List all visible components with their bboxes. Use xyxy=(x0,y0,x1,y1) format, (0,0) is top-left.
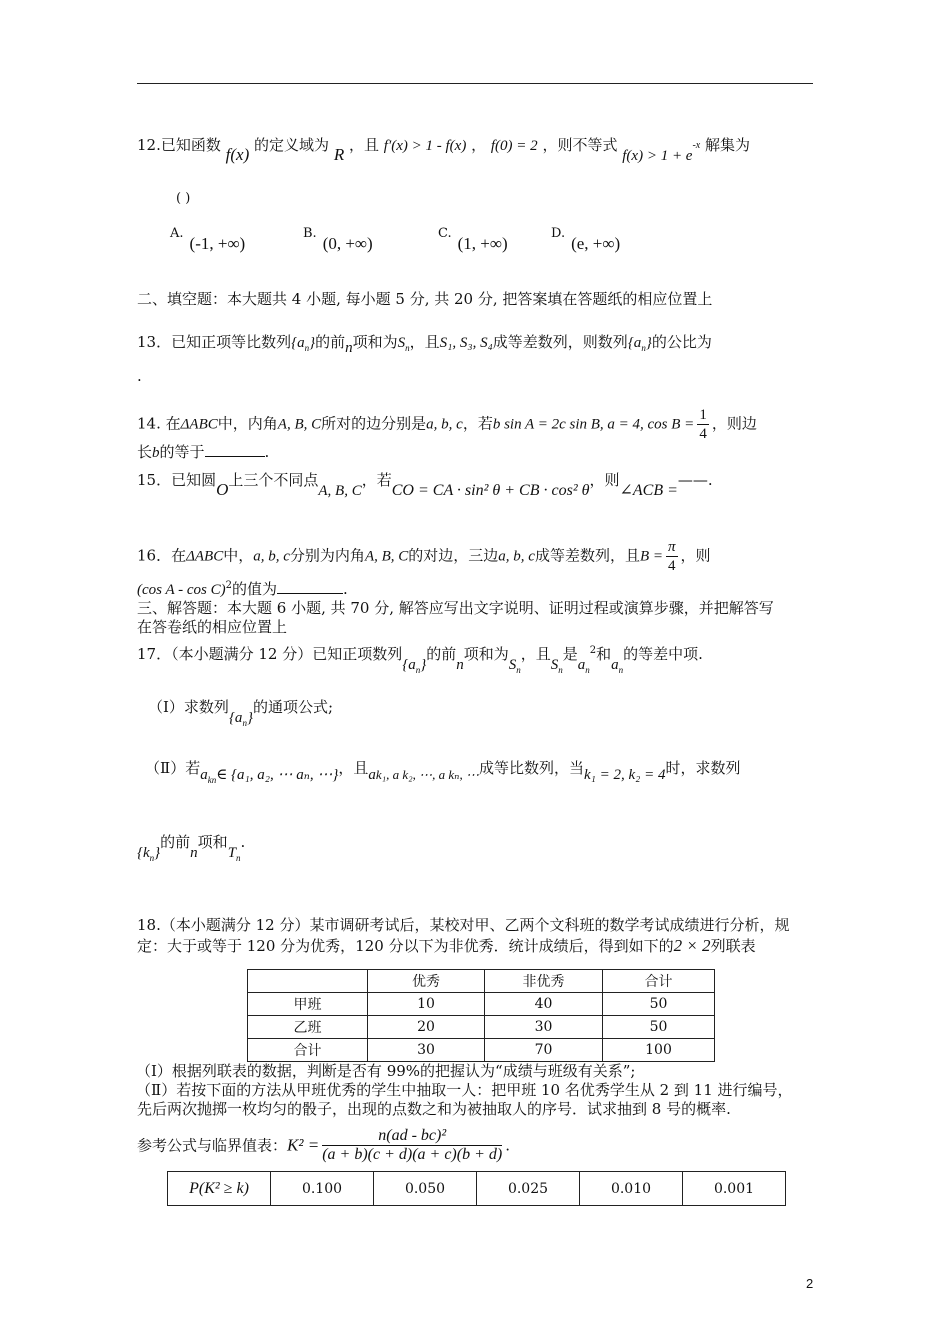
q13-terms: S₁, S₃, S₄ xyxy=(439,335,493,351)
formula-line xyxy=(137,1127,510,1164)
denominator: (a + b)(c + d)(a + c)(b + d) xyxy=(322,1146,503,1163)
superscript: 2 xyxy=(589,645,597,656)
q17-text: ，且 xyxy=(520,645,551,663)
subscript: n xyxy=(641,343,646,353)
option-value: (e, +∞) xyxy=(571,234,621,253)
answer-blank xyxy=(277,579,343,594)
var-a: a xyxy=(577,657,586,673)
table-cell: 50 xyxy=(603,993,715,1016)
q14-text: 的等于 xyxy=(159,443,205,461)
question-13 xyxy=(137,332,712,358)
table-header-cell: P(K² ≥ k) xyxy=(168,1172,271,1206)
q18-text: 列联表 xyxy=(710,937,756,955)
fraction xyxy=(697,406,709,443)
q14-text: 14. 在 xyxy=(137,414,181,433)
brace: } xyxy=(645,335,652,351)
q13-text: 项和为 xyxy=(352,333,398,351)
question-14-line-2 xyxy=(137,442,269,463)
numerator: π xyxy=(668,539,676,555)
table-cell: 0.010 xyxy=(580,1172,683,1206)
table-cell: 合计 xyxy=(248,1039,368,1062)
q12-condition-1: f′(x) > 1 - f(x) xyxy=(383,138,467,154)
option-label: C. xyxy=(438,226,452,241)
var-s: S xyxy=(550,657,559,673)
set-membership: ∈ {a₁, a₂, ⋯ aₙ, ⋯} xyxy=(216,767,339,783)
section-2-heading: 二、填空题：本大题共 4 小题, 每小题 5 分, 共 20 分, 把答案填在答题纸的相应位置上 xyxy=(137,290,713,308)
header-cell xyxy=(248,970,368,993)
q13-text: ，且 xyxy=(409,333,440,351)
option-value: (1, +∞) xyxy=(457,234,508,253)
circle-o: O xyxy=(216,480,229,499)
angle-b: B = xyxy=(639,548,664,565)
sequence-k: {k xyxy=(137,845,150,861)
q13-text: 13．已知正项等比数列 xyxy=(137,333,292,351)
table-cell: 甲班 xyxy=(248,993,368,1016)
q12-text: ，则不等式 xyxy=(542,136,618,154)
superscript: 2 xyxy=(225,580,232,591)
formula-dot: . xyxy=(505,1136,510,1155)
table-header-row xyxy=(248,970,715,993)
q17-text: 的前 xyxy=(426,645,457,663)
k-values: k₁ = 2, k₂ = 4 xyxy=(583,767,666,783)
table-row xyxy=(248,1016,715,1039)
q17-text: 17．（本小题满分 12 分）已知正项数列 xyxy=(137,645,403,663)
table-cell: 30 xyxy=(368,1039,485,1062)
q17-text: 项和为 xyxy=(463,645,509,663)
q15-text: ，若 xyxy=(361,471,392,489)
option-label: B. xyxy=(303,226,317,241)
question-17-part-2 xyxy=(145,758,740,784)
geometric-subsequence: k₁, a k₂, ⋯, a kₙ, ⋯ xyxy=(375,767,479,782)
q17-text: 和 xyxy=(596,645,612,663)
denominator: 4 xyxy=(668,558,676,574)
sides: a, b, c xyxy=(253,548,290,565)
q12-domain: R xyxy=(333,145,345,164)
q17-text: 项和 xyxy=(197,833,228,851)
question-15 xyxy=(137,470,713,499)
subscript: n xyxy=(558,665,563,675)
header-rule xyxy=(137,83,813,84)
subscript: n xyxy=(149,853,155,863)
q16-text: 的对边，三边 xyxy=(408,546,499,565)
table-cell: 70 xyxy=(485,1039,603,1062)
q17-text: （Ⅱ）若 xyxy=(145,759,201,777)
question-18-part-2-line-2: 先后两次抛掷一枚均匀的骰子，出现的点数之和为被抽取人的序号．试求抽到 8 号的概率. xyxy=(137,1100,731,1118)
q17-text: 是 xyxy=(562,645,578,663)
var-s: S xyxy=(397,335,406,351)
q17-text: 成等比数列，当 xyxy=(478,759,584,777)
question-18-part-1: （Ⅰ）根据列联表的数据，判断是否有 99%的把握认为“成绩与班级有关系”; xyxy=(136,1062,636,1080)
brace: } xyxy=(246,710,253,726)
option-label: A. xyxy=(170,226,184,241)
var-b: b xyxy=(152,445,160,461)
table-cell: 30 xyxy=(485,1016,603,1039)
subscript: n xyxy=(236,853,241,863)
table-row xyxy=(248,1039,715,1062)
triangle: ΔABC xyxy=(186,548,224,565)
q16-text: 中， xyxy=(223,546,254,565)
q16-text: 16．在 xyxy=(137,546,187,565)
q13-text: 的前 xyxy=(315,333,346,351)
answer-blank: —— xyxy=(677,471,708,489)
subscript: n xyxy=(585,665,590,675)
fraction xyxy=(666,538,678,575)
contingency-table xyxy=(247,969,715,1062)
section-3-heading-line-2: 在答卷纸的相应位置上 xyxy=(137,618,288,636)
q16-text: ，则 xyxy=(680,546,711,565)
brace: } xyxy=(309,335,316,351)
q12-text: 的定义域为 xyxy=(254,136,330,154)
sequence: {a xyxy=(402,657,416,673)
subscript: n xyxy=(405,343,410,353)
table-cell: 0.025 xyxy=(477,1172,580,1206)
var-n: n xyxy=(190,845,198,861)
denominator: 4 xyxy=(699,426,707,442)
q16-text: . xyxy=(343,580,348,598)
q17-text: 的等差中项. xyxy=(623,645,703,663)
subscript: n xyxy=(415,665,421,675)
question-17-part-2-line-2 xyxy=(137,832,246,863)
header-cell: 优秀 xyxy=(368,970,485,993)
triangle: ΔABC xyxy=(180,416,218,433)
q12-answer-paren: ( ) xyxy=(176,191,191,206)
formula-label: 参考公式与临界值表： xyxy=(137,1136,288,1155)
subscript: n xyxy=(516,665,521,675)
question-17-part-1 xyxy=(148,697,333,728)
q17-text: （Ⅰ）求数列 xyxy=(148,698,229,716)
table-cell: 50 xyxy=(603,1016,715,1039)
question-18: 18.（本小题满分 12 分）某市调研考试后，某校对甲、乙两个文科班的数学考试成绩进行分析，规 xyxy=(137,916,790,934)
q18-text: 定：大于或等于 120 分为优秀，120 分以下为非优秀．统计成绩后，得到如下的 xyxy=(137,937,674,955)
angles: A, B, C xyxy=(364,548,409,565)
brace: } xyxy=(420,657,427,673)
q17-text: 的通项公式; xyxy=(252,698,333,716)
var-n: n xyxy=(345,340,353,356)
var-a: a xyxy=(611,657,619,673)
table-cell: 0.001 xyxy=(683,1172,786,1206)
q13-text: 成等差数列，则数列 xyxy=(492,333,628,351)
question-16 xyxy=(137,538,711,575)
header-cell: 非优秀 xyxy=(485,970,603,993)
cos-expression: (cos A - cos C) xyxy=(137,582,226,598)
q16-text: 的值为 xyxy=(231,580,277,598)
table-cell: 20 xyxy=(368,1016,485,1039)
formula-fraction xyxy=(322,1127,502,1164)
q13-text: 的公比为 xyxy=(651,333,712,351)
var-n: n xyxy=(456,657,464,673)
question-18-line-2 xyxy=(137,936,756,956)
option-label: D. xyxy=(551,226,566,241)
q12-option-b xyxy=(303,226,373,253)
numerator: 1 xyxy=(699,407,707,423)
q17-text: 时，求数列 xyxy=(665,759,741,777)
q17-text: ，且 xyxy=(338,759,369,777)
critical-value-table xyxy=(167,1171,786,1206)
q14-text: 长 xyxy=(137,443,153,461)
answer-blank xyxy=(205,442,265,457)
table-cell: 0.100 xyxy=(271,1172,374,1206)
table-cell: 100 xyxy=(603,1039,715,1062)
q12-text: 12.已知函数 xyxy=(137,136,221,154)
q14-text: ，则边 xyxy=(711,414,757,433)
points: A, B, C xyxy=(318,483,362,499)
subscript: kn xyxy=(207,775,217,785)
q16-text: 成等差数列，且 xyxy=(534,546,640,565)
sides: a, b, c xyxy=(498,548,535,565)
subscript: n xyxy=(304,343,310,353)
q12-option-d xyxy=(551,226,621,253)
vector-expression: CO = CA · sin² θ + CB · cos² θ xyxy=(391,482,590,499)
angle-acb: ∠ACB = xyxy=(619,482,678,499)
subscript: n xyxy=(618,665,624,675)
q12-text: ，且 xyxy=(348,136,379,154)
q14-text: 中，内角 xyxy=(217,414,278,433)
header-cell: 合计 xyxy=(603,970,715,993)
q12-exponent: -x xyxy=(692,140,701,151)
var-s: S xyxy=(508,657,517,673)
q12-function: f(x) xyxy=(225,145,250,164)
table-cell: 乙班 xyxy=(248,1016,368,1039)
formula-lhs: K² = xyxy=(287,1135,320,1155)
var-a: a xyxy=(200,767,208,783)
question-16-line-2 xyxy=(137,576,348,600)
q12-option-a xyxy=(170,226,246,253)
sides: a, b, c xyxy=(426,416,463,433)
q12-text: 解集为 xyxy=(705,136,751,154)
q12-option-c xyxy=(438,226,508,253)
option-value: (0, +∞) xyxy=(322,234,373,253)
question-12: 12.已知函数 f(x) 的定义域为 R ，且 f′(x) > 1 - f(x) ， f(0) = 2 ，则不等式 $f(x) > 1 + e^{-x}$ 解集为 xyxy=(137,136,751,164)
q16-text: 分别为内角 xyxy=(289,546,365,565)
question-18-part-2: （Ⅱ）若按下面的方法从甲班优秀的学生中抽取一人：把甲班 10 名优秀学生从 2 到 11 进行编号， xyxy=(136,1081,793,1099)
option-value: (-1, +∞) xyxy=(189,234,246,253)
brace: } xyxy=(154,845,161,861)
table-cell: 10 xyxy=(368,993,485,1016)
q14-text: 所对的边分别是 xyxy=(321,414,427,433)
q15-text: 上三个不同点 xyxy=(228,471,319,489)
page-number: 2 xyxy=(806,1276,814,1291)
section-3-heading: 三、解答题：本大题 6 小题, 共 70 分, 解答应写出文字说明、证明过程或演算步骤，并把解答写 xyxy=(137,599,774,617)
var-t: T xyxy=(227,845,237,861)
question-17 xyxy=(137,641,703,675)
q15-text: . xyxy=(707,471,713,489)
sequence: {a xyxy=(228,710,243,726)
q13-end-dot: . xyxy=(137,367,142,385)
angles: A, B, C xyxy=(277,416,322,433)
table-cell: 0.050 xyxy=(374,1172,477,1206)
var-a: a xyxy=(368,767,376,783)
subscript: n xyxy=(242,718,247,728)
table-row xyxy=(168,1172,786,1206)
q15-text: ，则 xyxy=(589,471,620,489)
q12-inequality: f(x) > 1 + e xyxy=(622,148,693,164)
table-row xyxy=(248,993,715,1016)
q17-text: . xyxy=(240,833,246,851)
q14-expression: b sin A = 2c sin B, a = 4, cos B = xyxy=(492,416,695,433)
q17-text: 的前 xyxy=(160,833,191,851)
q12-condition-2: f(0) = 2 xyxy=(490,138,538,154)
question-14 xyxy=(137,406,757,443)
table-size: 2 × 2 xyxy=(673,936,711,955)
table-cell: 40 xyxy=(485,993,603,1016)
q14-text: . xyxy=(264,443,270,461)
numerator: n(ad - bc)² xyxy=(322,1127,502,1146)
q14-text: ，若 xyxy=(462,414,493,433)
q15-text: 15．已知圆 xyxy=(137,471,217,489)
q13-sequence: {a xyxy=(291,335,305,351)
q13-sequence: {a xyxy=(627,335,642,351)
